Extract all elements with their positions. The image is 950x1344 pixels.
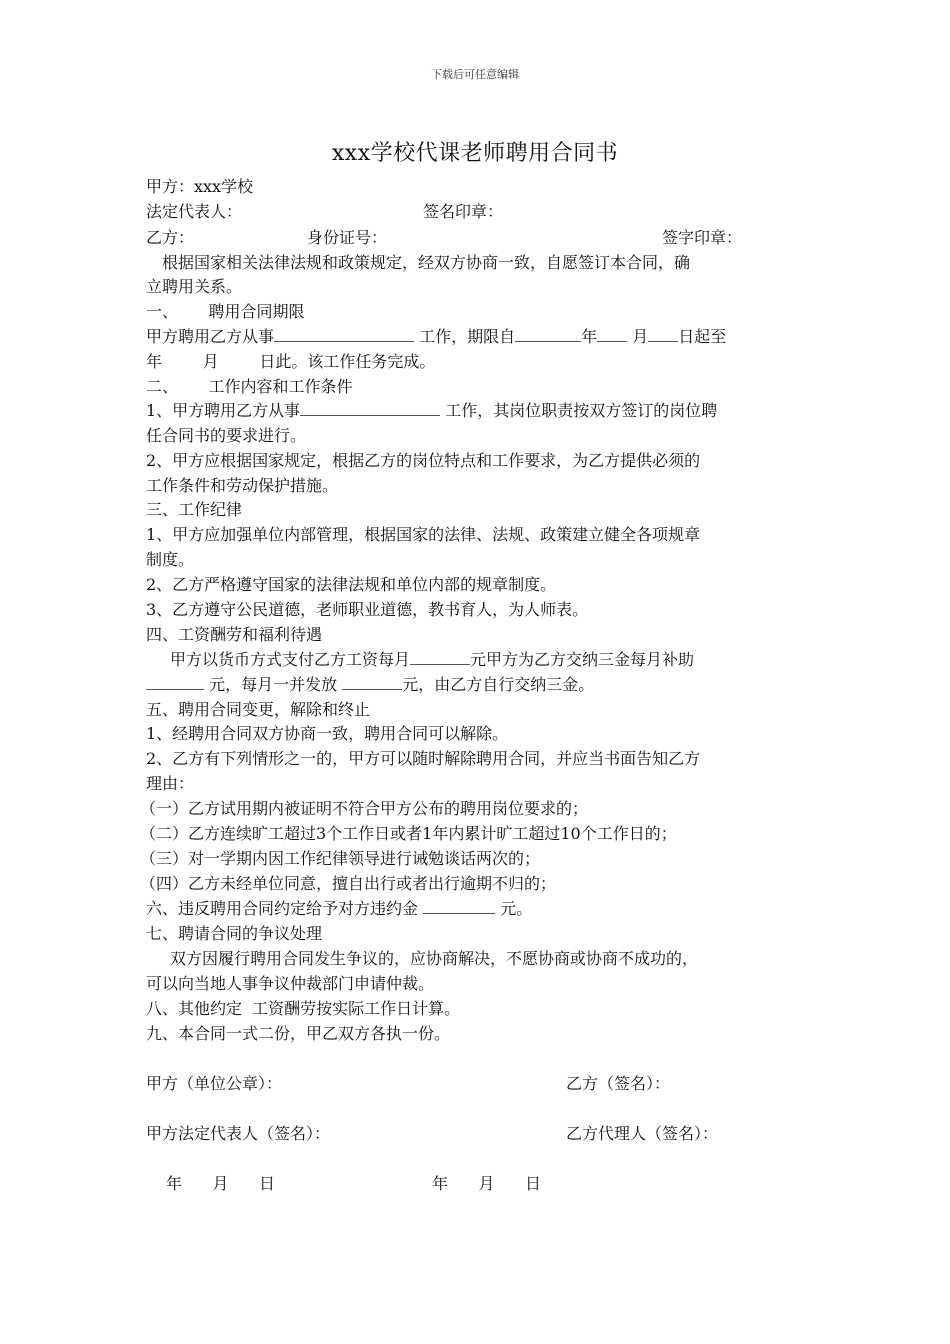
day-blank xyxy=(648,327,678,342)
section-5-clause-2: （二）乙方连续旷工超过3个工作日或者1年内累计旷工超过10个工作日的； xyxy=(140,824,677,843)
section-3-item-1: 1、甲方应加强单位内部管理，根据国家的法律、法规、政策建立健全各项规章 xyxy=(146,525,701,544)
section-2-item-2-cont: 工作条件和劳动保护措施。 xyxy=(146,476,339,495)
legal-rep-line xyxy=(146,202,242,222)
section-3-item-3: 3、乙方遵守公民道德，老师职业道德，教书育人，为人师表。 xyxy=(146,600,589,619)
section-2-item-1 xyxy=(146,401,717,421)
legal-rep-label: 法定代表人： xyxy=(146,202,243,221)
s4-text-c: 元，每月一并发放 xyxy=(209,675,338,694)
party-b-label: 乙方： xyxy=(146,228,195,247)
duty-blank xyxy=(300,401,440,416)
section-2-title: 二、 工作内容和工作条件 xyxy=(146,377,353,396)
section-5-item-2-cont: 理由： xyxy=(146,774,195,793)
section-7-line-2: 可以向当地人事争议仲裁部门申请仲裁。 xyxy=(146,974,435,993)
section-1-line-1 xyxy=(146,327,726,347)
sign-print-label: 签字印章： xyxy=(662,228,743,247)
s4-text-b: 元甲方为乙方交纳三金每月补助 xyxy=(470,650,695,669)
id-number-label: 身份证号： xyxy=(307,228,388,247)
header-note: 下载后可任意编辑 xyxy=(431,68,519,81)
section-5-title: 五、聘用合同变更，解除和终止 xyxy=(146,700,371,719)
month-blank xyxy=(597,327,627,342)
s1-text-b: 工作，期限自 xyxy=(419,327,516,346)
s1-text-a: 甲方聘用乙方从事 xyxy=(146,327,275,346)
intro-line-2: 立聘用关系。 xyxy=(146,277,243,296)
section-2-item-1-cont: 任合同书的要求进行。 xyxy=(146,426,307,445)
section-1-line-2: 年 月 日此。该工作任务完成。 xyxy=(146,352,436,371)
payment-blank xyxy=(342,675,402,690)
subsidy-blank xyxy=(146,675,204,690)
section-3-item-2: 2、乙方严格遵守国家的法律法规和单位内部的规章制度。 xyxy=(146,575,557,594)
section-5-item-2: 2、乙方有下列情形之一的，甲方可以随时解除聘用合同，并应当书面告知乙方 xyxy=(146,749,701,768)
party-b-sign-label: 乙方（签名）： xyxy=(566,1074,671,1093)
section-6 xyxy=(146,899,532,919)
section-2-item-2: 2、甲方应根据国家规定，根据乙方的岗位特点和工作要求，为乙方提供必须的 xyxy=(146,451,701,470)
intro-line-1: 根据国家相关法律法规和政策规定，经双方协商一致，自愿签订本合同，确 xyxy=(162,253,691,272)
section-8: 八、其他约定 工资酬劳按实际工作日计算。 xyxy=(146,999,461,1018)
s4-text-a: 甲方以货币方式支付乙方工资每月 xyxy=(170,650,411,669)
section-5-clause-1: （一）乙方试用期内被证明不符合甲方公布的聘用岗位要求的； xyxy=(140,799,589,818)
party-a-line: 甲方：xxx学校 xyxy=(146,177,254,196)
section-7-title: 七、聘请合同的争议处理 xyxy=(146,924,323,943)
date-left: 年 月 日 xyxy=(166,1174,276,1193)
section-4-line-2 xyxy=(146,675,594,695)
s1-text-c: 年 xyxy=(581,327,598,346)
section-5-clause-3: （三）对一学期内因工作纪律领导进行诫勉谈话两次的； xyxy=(140,849,541,868)
s6-text-b: 元。 xyxy=(500,899,533,918)
s4-text-d: 元，由乙方自行交纳三金。 xyxy=(402,675,595,694)
section-9: 九、本合同一式二份，甲乙双方各执一份。 xyxy=(146,1024,451,1043)
section-5-item-1: 1、经聘用合同双方协商一致，聘用合同可以解除。 xyxy=(146,724,509,743)
section-1-title: 一、 聘用合同期限 xyxy=(146,302,305,321)
section-7-line-1: 双方因履行聘用合同发生争议的，应协商解决，不愿协商或协商不成功的， xyxy=(170,949,699,968)
job-blank xyxy=(274,327,414,342)
section-5-clause-4: （四）乙方未经单位同意，擅自出行或者出行逾期不归的； xyxy=(140,874,557,893)
party-a-seal-label: 甲方（单位公章）： xyxy=(146,1074,283,1093)
s2-1-text-b: 工作，其岗位职责按双方签订的岗位聘 xyxy=(445,401,718,420)
s6-text-a: 六、违反聘用合同约定给予对方违约金 xyxy=(146,899,419,918)
section-4-line-1 xyxy=(170,650,694,670)
party-a-rep-sign-label: 甲方法定代表人（签名）： xyxy=(146,1124,331,1143)
party-b-agent-sign-label: 乙方代理人（签名）： xyxy=(566,1124,719,1143)
s1-text-e: 日起至 xyxy=(678,327,727,346)
section-3-title: 三、工作纪律 xyxy=(146,500,243,519)
section-3-item-1-cont: 制度。 xyxy=(146,550,195,569)
section-4-title: 四、工资酬劳和福利待遇 xyxy=(146,625,323,644)
document-title: xxx学校代课老师聘用合同书 xyxy=(331,141,619,166)
salary-blank xyxy=(410,650,470,665)
s1-text-d: 月 xyxy=(632,327,649,346)
s2-1-text-a: 1、甲方聘用乙方从事 xyxy=(146,401,301,420)
year-blank xyxy=(515,327,581,342)
date-right: 年 月 日 xyxy=(432,1174,542,1193)
sign-seal-label: 签名印章： xyxy=(423,202,504,221)
penalty-blank xyxy=(423,899,495,914)
